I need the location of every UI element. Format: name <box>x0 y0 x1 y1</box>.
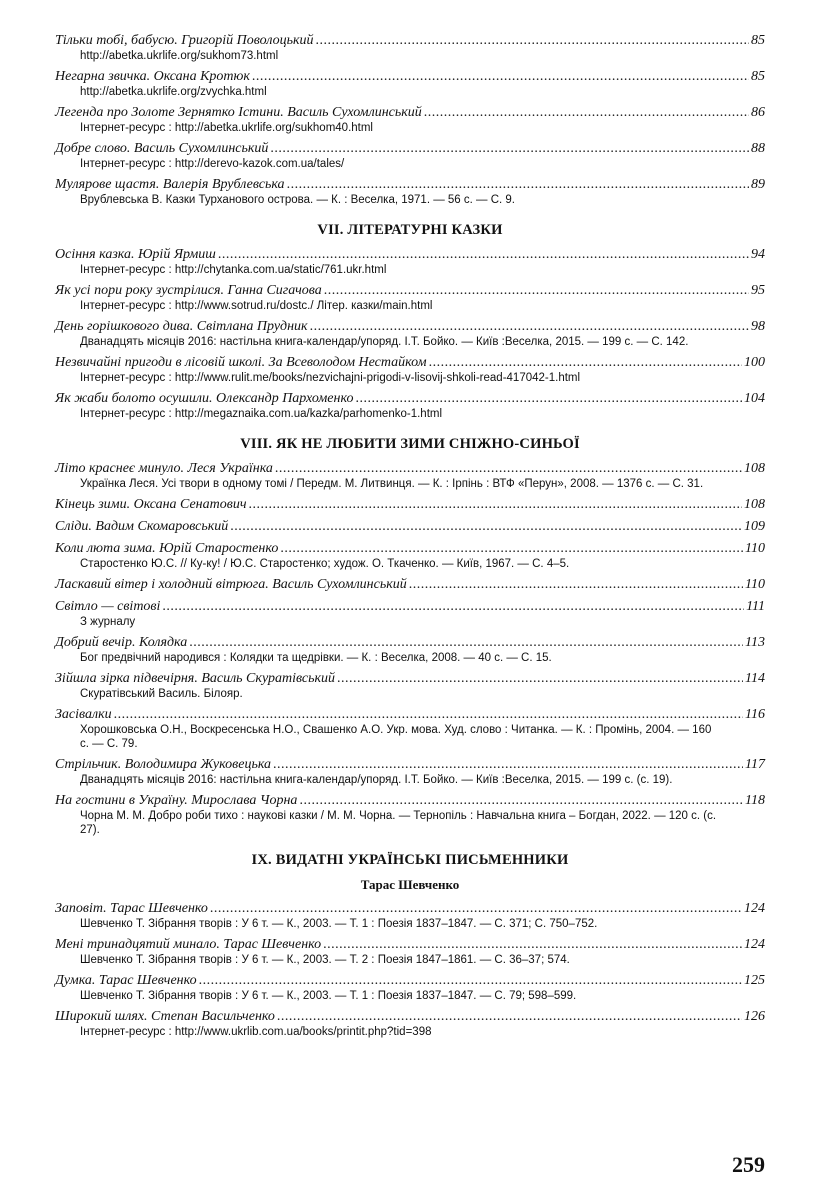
toc-entry-line <box>55 635 765 651</box>
toc-entry-line <box>55 671 765 687</box>
entry-title: Заповіт. Тарас Шевченко <box>55 901 208 916</box>
section-subheading: Тарас Шевченко <box>360 877 460 892</box>
entry-title: Літо краснеє минуло. Леся Українка <box>55 461 273 476</box>
entry-source: http://abetka.ukrlife.org/zvychka.html <box>80 86 267 98</box>
toc-entry <box>55 283 765 313</box>
entry-page-number: 85 <box>751 33 765 48</box>
entry-title: День горішкового дива. Світлана Прудник <box>55 319 308 334</box>
entry-title: Кінець зими. Оксана Сенатович <box>55 497 247 512</box>
toc-entry-line <box>55 937 765 953</box>
dot-leader <box>189 635 743 651</box>
entry-page-number: 88 <box>751 141 765 156</box>
entry-source: Інтернет-ресурс : http://www.ukrlib.com.ua/books/printit.php?tid=398 <box>80 1026 432 1038</box>
entry-source: Бог предвічний народився : Колядки та щедрівки. — К. : Веселка, 2008. — 40 с. — С. 15. <box>80 652 552 664</box>
toc-entry-line <box>55 599 765 615</box>
dot-leader <box>249 497 743 513</box>
entry-title: Негарна звичка. Оксана Кротюк <box>55 69 250 84</box>
entry-page-number: 109 <box>744 519 765 534</box>
toc-entry-line <box>55 177 765 193</box>
entry-source: Скуратівський Василь. Білояр. <box>80 688 243 700</box>
toc-entry-line <box>55 247 765 263</box>
entry-source: Шевченко Т. Зібрання творів : У 6 т. — К., 2003. — Т. 2 : Поезія 1847–1861. — С. 36–37; 574. <box>80 954 570 966</box>
entry-source: Інтернет-ресурс : http://www.rulit.me/books/nezvichajni-prigodi-v-lisovij-shkoli-read-417042-1.html <box>80 372 581 384</box>
entry-source: Інтернет-ресурс : http://abetka.ukrlife.org/sukhom40.html <box>80 122 373 134</box>
entry-source: Врублевська В. Казки Турханового острова. — К. : Веселка, 1971. — 56 с. — С. 9. <box>80 194 516 206</box>
entry-title: Ласкавий вітер і холодний вітрюга. Василь Сухомлинський <box>55 577 407 592</box>
toc-entry <box>55 671 765 701</box>
entry-page-number: 100 <box>744 355 765 370</box>
entry-source: Інтернет-ресурс : http://derevo-kazok.com.ua/tales/ <box>80 158 345 170</box>
entry-source: Дванадцять місяців 2016: настільна книга-календар/упоряд. І.Т. Бойко. — Київ :Веселка, 2015. — 199 с. — С. 142. <box>80 336 689 348</box>
entry-page-number: 108 <box>744 461 765 476</box>
entry-source: Інтернет-ресурс : http://megaznaika.com.ua/kazka/parhomenko-1.html <box>80 408 443 420</box>
dot-leader <box>199 973 742 989</box>
entry-source: Старостенко Ю.С. // Ку-ку! / Ю.С. Старостенко; худож. О. Ткаченко. — Київ, 1967. — С. 4–5. <box>80 558 570 570</box>
dot-leader <box>230 519 742 535</box>
dot-leader <box>429 355 742 371</box>
toc-entry-line <box>55 757 765 773</box>
toc-entry <box>55 541 765 571</box>
entry-source: Інтернет-ресурс : http://chytanka.com.ua/static/761.ukr.html <box>80 264 387 276</box>
entry-page-number: 118 <box>745 793 765 808</box>
entry-title: Мені тринадцятий минало. Тарас Шевченко <box>55 937 322 952</box>
entry-source: Дванадцять місяців 2016: настільна книга-календар/упоряд. І.Т. Бойко. — Київ :Веселка, 2015. — 199 с. (с. 19). <box>80 774 673 786</box>
entry-page-number: 114 <box>745 671 765 686</box>
dot-leader <box>270 141 749 157</box>
entry-page-number: 110 <box>745 577 765 592</box>
toc-entry <box>55 319 765 349</box>
toc-entry-line <box>55 793 765 809</box>
toc-entry-line <box>55 283 765 299</box>
dot-leader <box>323 937 742 953</box>
toc-entry-line <box>55 901 765 917</box>
dot-leader <box>299 793 743 809</box>
toc-entry-line <box>55 707 765 723</box>
entry-page-number: 89 <box>751 177 765 192</box>
toc-entry <box>55 577 765 593</box>
entry-title: Незвичайні пригоди в лісовій школі. За Всеволодом Нестайком <box>55 355 427 370</box>
toc-entry <box>55 901 765 931</box>
toc-entry <box>55 937 765 967</box>
toc-entry-line <box>55 497 765 513</box>
entry-page-number: 117 <box>745 757 765 772</box>
entry-source: З журналу <box>80 616 136 628</box>
page-number: 259 <box>732 1152 765 1177</box>
toc-entry <box>55 757 765 787</box>
entry-title: Як жаби болото осушили. Олександр Пархоменко <box>55 391 354 406</box>
entry-title: Сліди. Вадим Скомаровський <box>55 519 229 534</box>
toc-entry-line <box>55 461 765 477</box>
entry-page-number: 94 <box>751 247 765 262</box>
entry-source: Хорошковська О.Н., Воскресенська Н.О., Свашенко А.О. Укр. мова. Худ. слово : Читанка. — К. : Промінь, 2004. — 160 с. — С. 79. <box>80 724 712 750</box>
toc-entry <box>55 105 765 135</box>
entry-title: Як усі пори року зустрілися. Ганна Сигачова <box>55 283 322 298</box>
toc-entry <box>55 69 765 99</box>
dot-leader <box>114 707 743 723</box>
toc-entry <box>55 391 765 421</box>
dot-leader <box>210 901 742 917</box>
toc-entry-line <box>55 519 765 535</box>
dot-leader <box>162 599 744 615</box>
toc-entry-line <box>55 577 765 593</box>
entry-page-number: 95 <box>751 283 765 298</box>
entry-source: Шевченко Т. Зібрання творів : У 6 т. — К., 2003. — Т. 1 : Поезія 1837–1847. — С. 371; С. 750–752. <box>80 918 598 930</box>
entry-title: Коли люта зима. Юрій Старостенко <box>55 541 279 556</box>
section-heading: IX. ВИДАТНІ УКРАЇНСЬКІ ПИСЬМЕННИКИ <box>251 852 569 868</box>
entry-page-number: 85 <box>751 69 765 84</box>
dot-leader <box>324 283 749 299</box>
entry-title: Зійшла зірка підвечірня. Василь Скуратівський <box>55 671 335 686</box>
toc-entry <box>55 461 765 491</box>
entry-source: http://abetka.ukrlife.org/sukhom73.html <box>80 50 279 62</box>
dot-leader <box>275 461 742 477</box>
entry-title: На гостини в Україну. Мирослава Чорна <box>55 793 298 808</box>
toc-entry-line <box>55 69 765 85</box>
toc-entry <box>55 141 765 171</box>
entry-title: Стрільчик. Володимира Жуковецька <box>55 757 272 772</box>
entry-page-number: 116 <box>745 707 765 722</box>
table-of-contents <box>55 33 765 1045</box>
toc-entry-line <box>55 541 765 557</box>
dot-leader <box>337 671 743 687</box>
entry-title: Широкий шлях. Степан Васильченко <box>55 1009 275 1024</box>
entry-title: Добрий вечір. Колядка <box>55 635 188 650</box>
toc-entry <box>55 793 765 837</box>
entry-page-number: 110 <box>745 541 765 556</box>
section-heading: VII. ЛІТЕРАТУРНІ КАЗКИ <box>317 222 503 238</box>
dot-leader <box>280 541 743 557</box>
toc-entry-line <box>55 973 765 989</box>
toc-entry-line <box>55 391 765 407</box>
toc-entry <box>55 1009 765 1039</box>
entry-title: Легенда про Золоте Зернятко Істини. Василь Сухомлинський <box>55 105 422 120</box>
entry-title: Світло — світові <box>55 599 161 614</box>
dot-leader <box>424 105 749 121</box>
toc-entry <box>55 247 765 277</box>
entry-page-number: 86 <box>751 105 765 120</box>
toc-entry <box>55 33 765 63</box>
toc-entry <box>55 519 765 535</box>
entry-title: Осіння казка. Юрій Ярмиш <box>55 247 216 262</box>
toc-entry <box>55 635 765 665</box>
dot-leader <box>277 1009 742 1025</box>
toc-entry-line <box>55 355 765 371</box>
toc-entry-line <box>55 105 765 121</box>
entry-page-number: 124 <box>744 901 765 916</box>
dot-leader <box>287 177 749 193</box>
entry-page-number: 111 <box>746 599 765 614</box>
entry-title: Засівалки <box>55 707 112 722</box>
toc-entry <box>55 707 765 751</box>
entry-page-number: 98 <box>751 319 765 334</box>
entry-page-number: 113 <box>745 635 765 650</box>
dot-leader <box>316 33 749 49</box>
toc-entry <box>55 973 765 1003</box>
entry-source: Шевченко Т. Зібрання творів : У 6 т. — К., 2003. — Т. 1 : Поезія 1837–1847. — С. 79; 598–599. <box>80 990 577 1002</box>
entry-source: Українка Леся. Усі твори в одному томі / Передм. М. Литвинця. — К. : Ірпінь : ВТФ «Перун», 2008. — 1376 с. — С. 31. <box>80 478 704 490</box>
entry-page-number: 124 <box>744 937 765 952</box>
toc-entry-line <box>55 319 765 335</box>
dot-leader <box>218 247 749 263</box>
toc-entry <box>55 177 765 207</box>
toc-entry-line <box>55 1009 765 1025</box>
section-heading: VIII. ЯК НЕ ЛЮБИТИ ЗИМИ СНІЖНО-СИНЬОЇ <box>240 436 580 452</box>
entry-title: Добре слово. Василь Сухомлинський <box>55 141 269 156</box>
toc-entry <box>55 599 765 629</box>
entry-title: Тільки тобі, бабусю. Григорій Поволоцький <box>55 33 314 48</box>
dot-leader <box>310 319 749 335</box>
entry-page-number: 108 <box>744 497 765 512</box>
dot-leader <box>409 577 743 593</box>
dot-leader <box>252 69 749 85</box>
entry-source: Чорна М. М. Добро роби тихо : наукові казки / М. М. Чорна. — Тернопіль : Навчальна книга – Богдан, 2022. — 120 с. (с. 27). <box>80 810 717 836</box>
dot-leader <box>273 757 743 773</box>
entry-page-number: 125 <box>744 973 765 988</box>
dot-leader <box>355 391 742 407</box>
toc-entry <box>55 497 765 513</box>
entry-page-number: 126 <box>744 1009 765 1024</box>
toc-entry-line <box>55 141 765 157</box>
entry-page-number: 104 <box>744 391 765 406</box>
toc-entry <box>55 355 765 385</box>
toc-entry-line <box>55 33 765 49</box>
entry-title: Думка. Тарас Шевченко <box>55 973 197 988</box>
entry-title: Мулярове щастя. Валерія Врублевська <box>55 177 285 192</box>
entry-source: Інтернет-ресурс : http://www.sotrud.ru/dostc./ Літер. казки/main.html <box>80 300 433 312</box>
